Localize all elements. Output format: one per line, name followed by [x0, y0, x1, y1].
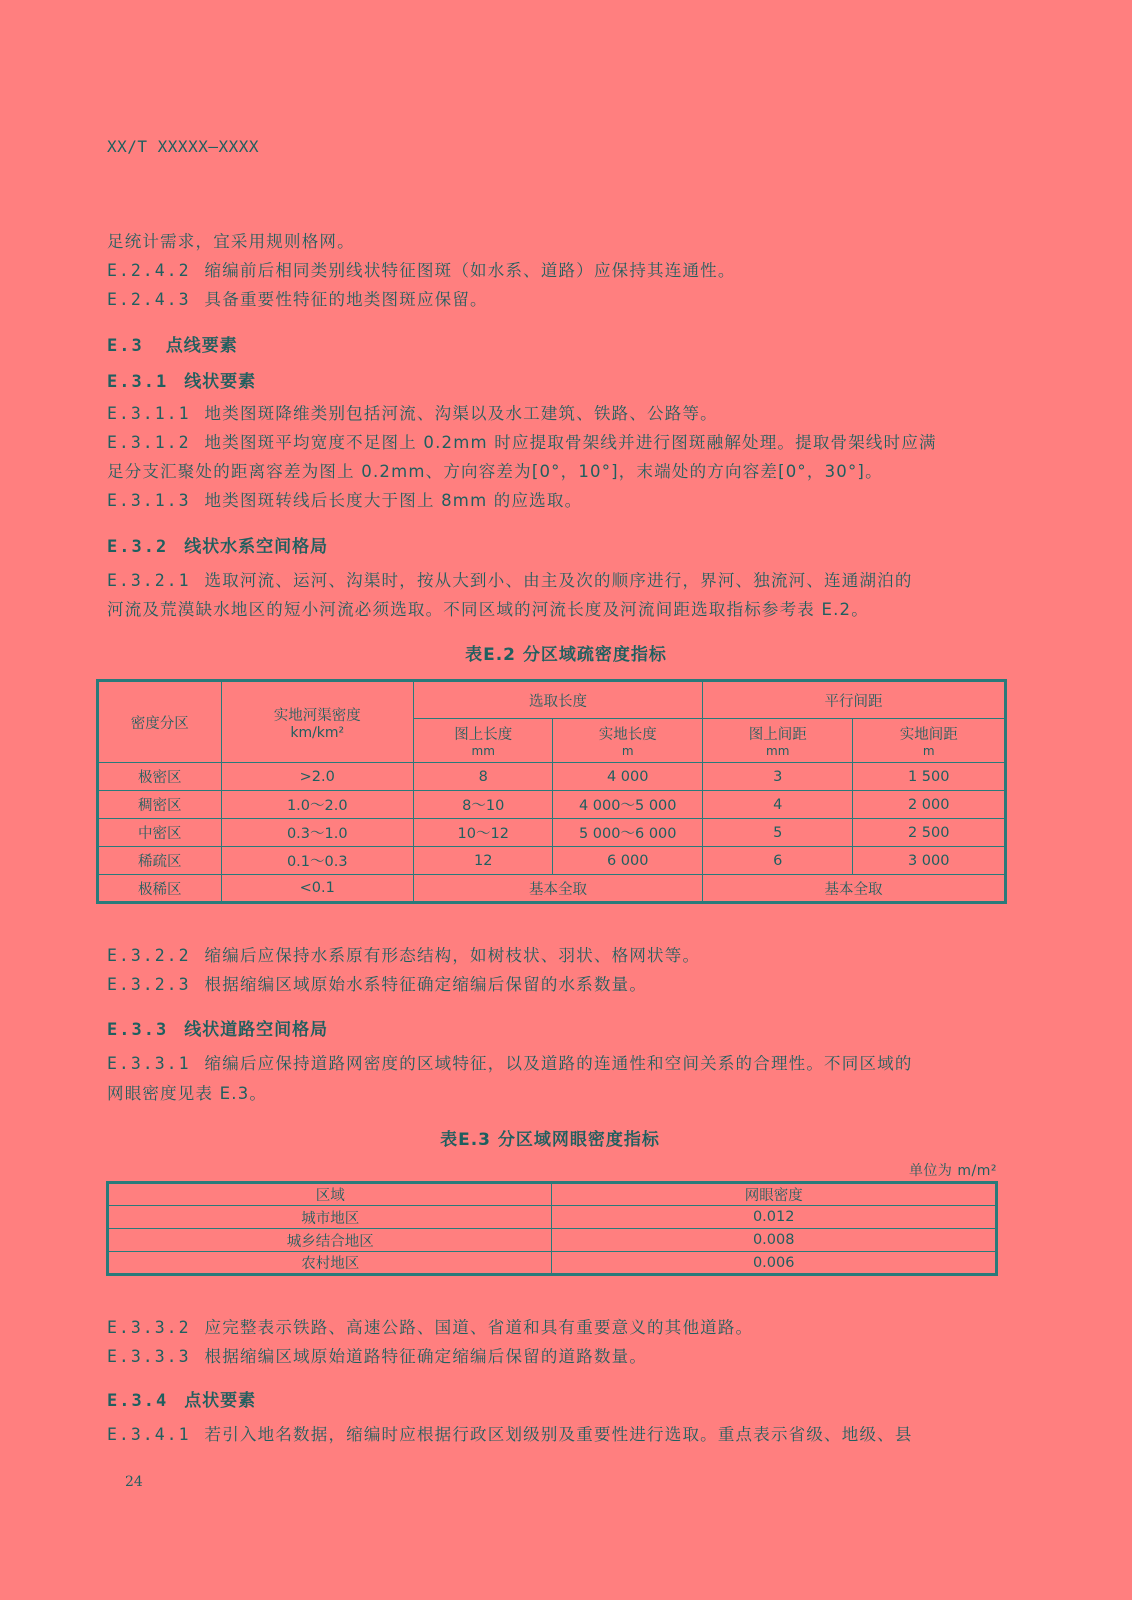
table-cell: 8 — [413, 763, 553, 791]
clause-number: E.3.1.1 — [107, 404, 191, 423]
clause-e242 — [107, 260, 736, 282]
clause-e312-line2: 足分支汇聚处的距离容差为图上 0.2mm、方向容差为[0°，10°]，末端处的方向容差[0°，30°]。 — [107, 462, 883, 481]
clause-e322 — [107, 945, 700, 967]
clause-e331-line2: 网眼密度见表 E.3。 — [107, 1084, 268, 1103]
clause-e321 — [107, 570, 913, 592]
header-real-length-label: 实地长度 — [598, 727, 657, 743]
table-row — [98, 791, 1006, 819]
clause-e332 — [107, 1317, 753, 1339]
section-number: E.3.3 — [107, 1020, 169, 1040]
table-cell: >2.0 — [221, 763, 413, 791]
table-e3-unit-note: 单位为 m/m² — [908, 1163, 997, 1179]
clause-e323 — [107, 974, 647, 996]
table-cell: 中密区 — [98, 819, 222, 847]
section-heading-e32 — [107, 532, 328, 557]
unit-m: m — [621, 744, 634, 758]
header-parallel-distance: 平行间距 — [702, 681, 1005, 719]
table-cell: 12 — [413, 847, 553, 875]
table-row — [98, 763, 1006, 791]
section-title: 点状要素 — [184, 1391, 257, 1411]
clause-number: E.3.1.3 — [107, 491, 191, 510]
table-cell: 5 000～6 000 — [553, 819, 703, 847]
clause-number: E.3.2.3 — [107, 975, 191, 994]
clause-text: 根据缩编区域原始道路特征确定缩编后保留的道路数量。 — [204, 1347, 648, 1366]
clause-e313 — [107, 490, 582, 512]
table-cell: 5 — [702, 819, 852, 847]
clause-e333 — [107, 1346, 647, 1368]
clause-e321-line2: 河流及荒漠缺水地区的短小河流必须选取。不同区域的河流长度及河流间距选取指标参考表 E.2。 — [107, 600, 869, 619]
section-number: E.3.4 — [107, 1391, 169, 1411]
table-cell: 基本全取 — [413, 875, 702, 903]
table-row — [98, 847, 1006, 875]
table-cell: 城乡结合地区 — [108, 1229, 552, 1252]
header-map-distance — [702, 719, 852, 763]
header-selection-length: 选取长度 — [413, 681, 702, 719]
clause-number: E.3.3.3 — [107, 1347, 191, 1366]
section-heading-e3 — [107, 331, 238, 356]
paragraph-continuation: 足统计需求，宜采用规则格网。 — [107, 232, 355, 251]
header-mesh-density: 网眼密度 — [552, 1183, 997, 1206]
section-title: 线状水系空间格局 — [184, 537, 329, 557]
header-real-distance-label: 实地间距 — [899, 727, 958, 743]
table-cell: 6 000 — [553, 847, 703, 875]
table-cell: 0.006 — [552, 1252, 997, 1275]
clause-text: 地类图斑降维类别包括河流、沟渠以及水工建筑、铁路、公路等。 — [204, 404, 718, 423]
header-real-distance — [853, 719, 1006, 763]
clause-e243 — [107, 289, 488, 311]
section-number: E.3.1 — [107, 372, 169, 392]
clause-number: E.3.2.1 — [107, 571, 191, 590]
section-number: E.3.2 — [107, 537, 169, 557]
table-cell: 4 000 — [553, 763, 703, 791]
header-density — [221, 681, 413, 763]
clause-number: E.3.2.2 — [107, 946, 191, 965]
table-e3 — [106, 1181, 998, 1276]
header-map-distance-label: 图上间距 — [748, 727, 807, 743]
table-cell: 稀疏区 — [98, 847, 222, 875]
table-row — [98, 875, 1006, 903]
table-row — [108, 1206, 997, 1229]
header-map-length-label: 图上长度 — [454, 727, 513, 743]
table-e2-caption: 表E.2 分区域疏密度指标 — [465, 645, 667, 665]
table-cell: 8～10 — [413, 791, 553, 819]
header-zone: 密度分区 — [98, 681, 222, 763]
table-cell: 城市地区 — [108, 1206, 552, 1229]
header-density-unit: km/km² — [290, 724, 345, 741]
page-number: 24 — [125, 1474, 143, 1490]
section-heading-e34 — [107, 1386, 256, 1411]
table-cell: 6 — [702, 847, 852, 875]
clause-text: 地类图斑平均宽度不足图上 0.2mm 时应提取骨架线并进行图斑融解处理。提取骨架线时应满 — [204, 433, 937, 452]
section-heading-e33 — [107, 1015, 328, 1040]
clause-e311 — [107, 403, 718, 425]
table-cell: 3 — [702, 763, 852, 791]
header-map-length — [413, 719, 553, 763]
table-cell: 稠密区 — [98, 791, 222, 819]
table-cell: 2 500 — [853, 819, 1006, 847]
section-title: 点线要素 — [165, 336, 238, 356]
table-cell: 基本全取 — [702, 875, 1005, 903]
unit-mm: mm — [766, 744, 790, 758]
section-heading-e31 — [107, 367, 256, 392]
table-cell: 1.0～2.0 — [221, 791, 413, 819]
table-cell: 0.1～0.3 — [221, 847, 413, 875]
table-cell: 4 000～5 000 — [553, 791, 703, 819]
clause-number: E.3.4.1 — [107, 1425, 191, 1444]
table-cell: 3 000 — [853, 847, 1006, 875]
clause-number: E.3.3.2 — [107, 1318, 191, 1337]
table-cell: 0.3～1.0 — [221, 819, 413, 847]
table-header-row — [108, 1183, 997, 1206]
table-cell: 2 000 — [853, 791, 1006, 819]
table-e2 — [96, 679, 1007, 904]
clause-e341 — [107, 1424, 913, 1446]
table-cell: 极密区 — [98, 763, 222, 791]
unit-m: m — [922, 744, 935, 758]
clause-number: E.2.4.3 — [107, 290, 191, 309]
header-density-label: 实地河渠密度 — [273, 707, 361, 724]
table-cell: 0.012 — [552, 1206, 997, 1229]
table-cell: <0.1 — [221, 875, 413, 903]
clause-text: 选取河流、运河、沟渠时，按从大到小、由主及次的顺序进行，界河、独流河、连通湖泊的 — [204, 571, 913, 590]
clause-text: 具备重要性特征的地类图斑应保留。 — [204, 290, 488, 309]
clause-text: 缩编后应保持水系原有形态结构，如树枝状、羽状、格网状等。 — [204, 946, 701, 965]
clause-e331 — [107, 1053, 913, 1075]
table-row — [108, 1252, 997, 1275]
clause-text: 根据缩编区域原始水系特征确定缩编后保留的水系数量。 — [204, 975, 648, 994]
table-cell: 4 — [702, 791, 852, 819]
table-cell: 10～12 — [413, 819, 553, 847]
document-code-header: XX/T XXXXX—XXXX — [107, 137, 259, 156]
clause-number: E.2.4.2 — [107, 261, 191, 280]
section-title: 线状要素 — [184, 372, 257, 392]
table-cell: 1 500 — [853, 763, 1006, 791]
clause-number: E.3.3.1 — [107, 1054, 191, 1073]
clause-text: 缩编前后相同类别线状特征图斑（如水系、道路）应保持其连通性。 — [204, 261, 736, 280]
table-row — [98, 819, 1006, 847]
clause-text: 应完整表示铁路、高速公路、国道、省道和具有重要意义的其他道路。 — [204, 1318, 754, 1337]
table-e3-caption: 表E.3 分区域网眼密度指标 — [440, 1130, 660, 1150]
unit-mm: mm — [471, 744, 495, 758]
section-title: 线状道路空间格局 — [184, 1020, 329, 1040]
clause-number: E.3.1.2 — [107, 433, 191, 452]
clause-e312 — [107, 432, 937, 454]
clause-text: 若引入地名数据，缩编时应根据行政区划级别及重要性进行选取。重点表示省级、地级、县 — [204, 1425, 913, 1444]
header-region: 区域 — [108, 1183, 552, 1206]
section-number: E.3 — [107, 336, 144, 356]
table-row — [108, 1229, 997, 1252]
clause-text: 缩编后应保持道路网密度的区域特征，以及道路的连通性和空间关系的合理性。不同区域的 — [204, 1054, 913, 1073]
clause-text: 地类图斑转线后长度大于图上 8mm 的应选取。 — [204, 491, 583, 510]
table-cell: 农村地区 — [108, 1252, 552, 1275]
table-cell: 极稀区 — [98, 875, 222, 903]
table-cell: 0.008 — [552, 1229, 997, 1252]
header-real-length — [553, 719, 703, 763]
